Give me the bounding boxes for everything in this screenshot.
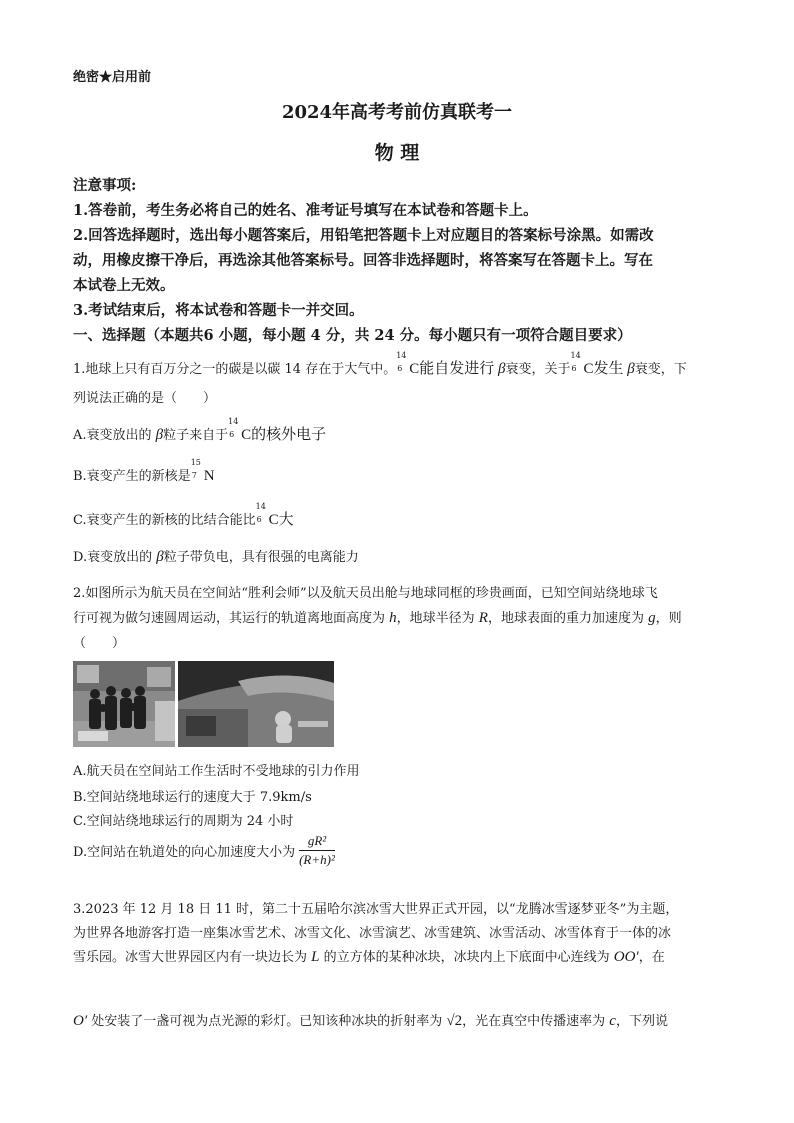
q3-stem-line-3: 雪乐园。冰雪大世界园区内有一块边长为 L 的立方体的某种冰块，冰块内上下底面中心连线为 OO′，在 xyxy=(73,949,665,965)
confidential-label: 绝密★启用前 xyxy=(73,70,152,85)
q2-stem-line-1: 2.如图所示为航天员在空间站“胜利会师”以及航天员出舱与地球同框的珍贵画面，已知空间站绕地球飞 xyxy=(73,586,658,601)
note-2-line-2: 动，用橡皮擦干净后，再选涂其他答案标号。回答非选择题时，将答案写在答题卡上。写在 xyxy=(73,252,653,269)
beta-symbol: β xyxy=(156,549,164,565)
q1-option-c: C.衰变产生的新核的比结合能比 14 6 C大 xyxy=(73,502,294,528)
isotope-c14: 14 6 xyxy=(570,351,581,373)
q1-text-e: C发生 xyxy=(583,361,628,377)
q2-stem-line-3: （ ） xyxy=(73,636,126,651)
q2-stem-line-2: 行可视为做匀速圆周运动，其运行的轨道离地面高度为 h，地球半径为 R，地球表面的重力加速度为 g，则 xyxy=(73,610,682,626)
note-1: 1.答卷前，考生务必将自己的姓名、准考证号填写在本试卷和答题卡上。 xyxy=(73,202,538,219)
q1-option-a: A.衰变放出的 β粒子来自于 14 6 C的核外电子 xyxy=(73,417,327,443)
section-1-heading: 一、选择题（本题共6 小题，每小题 4 分，共 24 分。每小题只有一项符合题目要求） xyxy=(73,327,632,344)
q1-text-b: C能自发进行 xyxy=(409,361,498,377)
isotope-c14: 14 6 xyxy=(255,502,266,524)
q1-option-b: B.衰变产生的新核是 15 7 N xyxy=(73,458,215,484)
q3-stem-line-1: 3.2023 年 12 月 18 日 11 时，第二十五届哈尔滨冰雪大世界正式开园，以“龙腾冰雪逐梦亚冬”为主题， xyxy=(73,902,679,917)
q1-text-d: 衰变，关于 xyxy=(505,362,571,377)
astronauts-photo xyxy=(73,661,175,747)
notes-heading: 注意事项: xyxy=(73,177,137,194)
isotope-c14: 14 6 xyxy=(396,351,407,373)
q1-stem-line-2: 列说法正确的是（ ） xyxy=(73,391,217,406)
q1-text-a: 1.地球上只有百万分之一的碳是以碳 14 存在于大气中。 xyxy=(73,362,397,377)
beta-symbol: β xyxy=(627,361,635,377)
q2-option-c: C.空间站绕地球运行的周期为 24 小时 xyxy=(73,814,294,829)
q2-option-d: D.空间站在轨道处的向心加速度大小为 $\frac{\text{gR²}}{\text{(R+h)²}}$ xyxy=(73,833,335,867)
q3-stem-line-2: 为世界各地游客打造一座集冰雪艺术、冰雪文化、冰雪演艺、冰雪建筑、冰雪活动、冰雪体育于一体的冰 xyxy=(73,926,672,941)
q2-option-a: A.航天员在空间站工作生活时不受地球的引力作用 xyxy=(73,764,360,779)
beta-symbol: β xyxy=(497,361,506,377)
exam-title: 2024年高考考前仿真联考一 xyxy=(281,102,513,123)
q3-stem-line-4: O′ 处安装了一盏可视为点光源的彩灯。已知该种冰块的折射率为 √2，光在真空中传播速率为 c，下列说 xyxy=(73,1013,668,1029)
centripetal-fraction: $\frac{\text{gR²}}{\text{(R+h)²}}$ xyxy=(299,833,335,867)
isotope-c14: 14 6 xyxy=(228,417,239,439)
note-2-line-3: 本试卷上无效。 xyxy=(73,277,175,294)
q1-option-d: D.衰变放出的 β粒子带负电，具有很强的电离能力 xyxy=(73,549,359,565)
spacewalk-earth-photo xyxy=(178,661,334,747)
isotope-n15: 15 7 xyxy=(190,458,201,480)
q1-text-g: 衰变，下 xyxy=(634,362,687,377)
note-2-line-1: 2.回答选择题时，选出每小题答案后，用铅笔把答题卡上对应题目的答案标号涂黑。如需改 xyxy=(73,227,654,244)
q1-stem-line-1 xyxy=(73,351,687,378)
note-3: 3.考试结束后，将本试卷和答题卡一并交回。 xyxy=(73,302,364,319)
beta-symbol: β xyxy=(155,427,164,443)
q2-option-b: B.空间站绕地球运行的速度大于 7.9km/s xyxy=(73,790,312,805)
subject-title: 物 理 xyxy=(374,142,420,164)
